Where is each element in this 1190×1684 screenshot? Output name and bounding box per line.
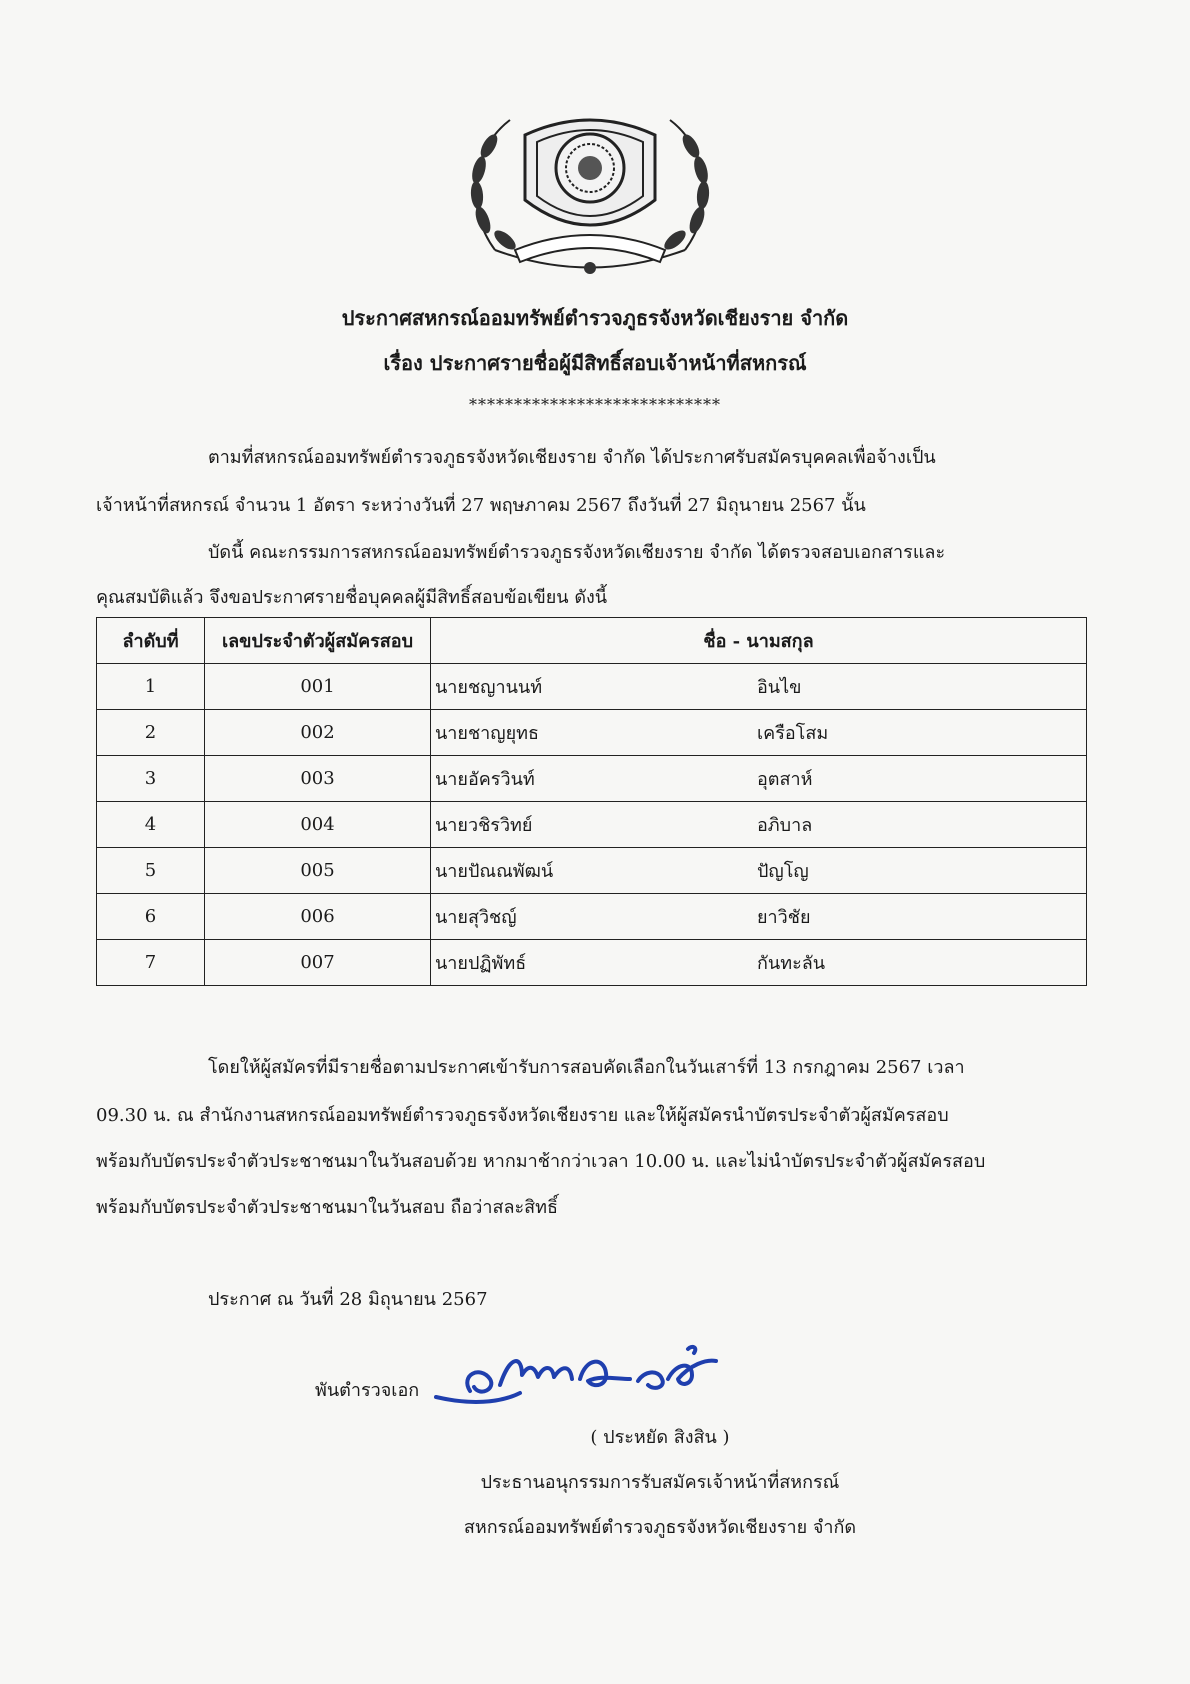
last-name: อภิบาล [757, 815, 813, 836]
announcement-title: ประกาศสหกรณ์ออมทรัพย์ตำรวจภูธรจังหวัดเชียงราย จำกัด [341, 306, 849, 330]
intro-paragraph-2-line-1: บัดนี้ คณะกรรมการสหกรณ์ออมทรัพย์ตำรวจภูธรจังหวัดเชียงราย จำกัด ได้ตรวจสอบเอกสารและ [208, 542, 946, 563]
row-full-name [431, 756, 1087, 802]
table-row [97, 894, 1087, 940]
first-name: นายอัครวินท์ [435, 769, 535, 790]
header-applicant-id: เลขประจำตัวผู้สมัครสอบ [205, 618, 431, 664]
row-full-name [431, 802, 1087, 848]
first-name: นายชญานนท์ [435, 677, 543, 698]
table-row [97, 940, 1087, 986]
last-name: ปัญโญ [757, 861, 809, 882]
row-full-name [431, 894, 1087, 940]
row-applicant-id: 001 [205, 664, 431, 710]
table-row [97, 848, 1087, 894]
table-row [97, 664, 1087, 710]
row-full-name [431, 848, 1087, 894]
row-order: 5 [97, 848, 205, 894]
instructions-line-2: 09.30 น. ณ สำนักงานสหกรณ์ออมทรัพย์ตำรวจภูธรจังหวัดเชียงราย และให้ผู้สมัครนำบัตรประจำตัวผู้สมัครสอบ [96, 1105, 949, 1126]
intro-paragraph-1-line-1: ตามที่สหกรณ์ออมทรัพย์ตำรวจภูธรจังหวัดเชียงราย จำกัด ได้ประกาศรับสมัครบุคคลเพื่อจ้างเป็น [208, 447, 936, 468]
row-applicant-id: 002 [205, 710, 431, 756]
first-name: นายปฏิพัทธ์ [435, 953, 527, 974]
applicant-table [96, 617, 1087, 986]
last-name: อุตสาห์ [757, 769, 813, 790]
row-applicant-id: 006 [205, 894, 431, 940]
first-name: นายสุวิชญ์ [435, 907, 517, 928]
table-header-row [97, 618, 1087, 664]
last-name: อินไข [757, 677, 802, 698]
announcement-date: ประกาศ ณ วันที่ 28 มิถุนายน 2567 [208, 1289, 488, 1310]
last-name: ยาวิชัย [757, 907, 811, 928]
row-applicant-id: 003 [205, 756, 431, 802]
row-order: 1 [97, 664, 205, 710]
row-order: 7 [97, 940, 205, 986]
cooperative-emblem-icon [455, 100, 725, 280]
table-row [97, 802, 1087, 848]
row-full-name [431, 664, 1087, 710]
signer-name: ( ประหยัด สิงสิน ) [590, 1427, 730, 1448]
row-order: 2 [97, 710, 205, 756]
last-name: เครือโสม [757, 723, 829, 744]
signer-position: ประธานอนุกรรมการรับสมัครเจ้าหน้าที่สหกรณ์ [480, 1472, 840, 1493]
signer-rank: พันตำรวจเอก [315, 1380, 420, 1401]
last-name: กันทะลัน [757, 953, 826, 974]
intro-paragraph-1-line-2: เจ้าหน้าที่สหกรณ์ จำนวน 1 อัตรา ระหว่างวันที่ 27 พฤษภาคม 2567 ถึงวันที่ 27 มิถุนายน 2567 นั้น [96, 495, 866, 516]
first-name: นายชาญยุทธ [435, 723, 540, 744]
instructions-line-4: พร้อมกับบัตรประจำตัวประชาชนมาในวันสอบ ถือว่าสละสิทธิ์ [96, 1197, 559, 1218]
first-name: นายปัณณพัฒน์ [435, 861, 554, 882]
row-order: 6 [97, 894, 205, 940]
row-order: 4 [97, 802, 205, 848]
row-full-name [431, 940, 1087, 986]
separator: **************************** [469, 395, 721, 414]
row-applicant-id: 007 [205, 940, 431, 986]
row-applicant-id: 004 [205, 802, 431, 848]
table-row [97, 756, 1087, 802]
instructions-line-3: พร้อมกับบัตรประจำตัวประชาชนมาในวันสอบด้วย หากมาช้ากว่าเวลา 10.00 น. และไม่นำบัตรประจำตัวผู้สมัครสอบ [96, 1151, 986, 1172]
header-full-name: ชื่อ - นามสกุล [431, 618, 1087, 664]
instructions-line-1: โดยให้ผู้สมัครที่มีรายชื่อตามประกาศเข้ารับการสอบคัดเลือกในวันเสาร์ที่ 13 กรกฎาคม 2567 เวลา [208, 1057, 965, 1078]
header-order: ลำดับที่ [97, 618, 205, 664]
row-order: 3 [97, 756, 205, 802]
signer-organization: สหกรณ์ออมทรัพย์ตำรวจภูธรจังหวัดเชียงราย จำกัด [463, 1517, 857, 1538]
row-full-name [431, 710, 1087, 756]
first-name: นายวชิรวิทย์ [435, 815, 533, 836]
announcement-subject: เรื่อง ประกาศรายชื่อผู้มีสิทธิ์สอบเจ้าหน้าที่สหกรณ์ [383, 351, 807, 375]
row-applicant-id: 005 [205, 848, 431, 894]
intro-paragraph-2-line-2: คุณสมบัติแล้ว จึงขอประกาศรายชื่อบุคคลผู้มีสิทธิ์สอบข้อเขียน ดังนี้ [96, 587, 608, 608]
signature-icon [430, 1335, 750, 1415]
table-row [97, 710, 1087, 756]
